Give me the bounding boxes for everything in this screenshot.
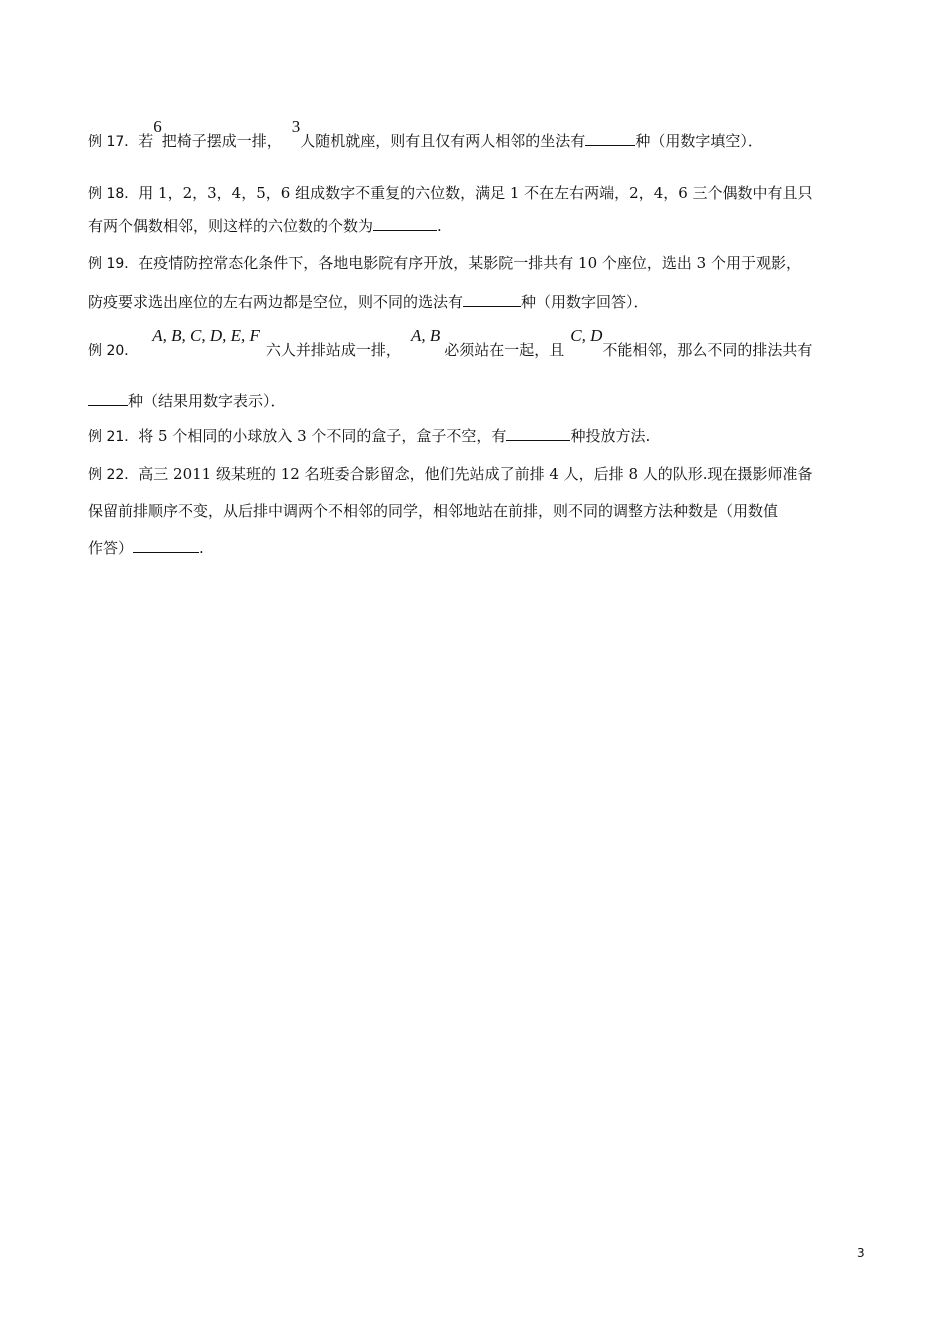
- example-21-text: 将 5 个相同的小球放入 3 个不同的盒子，盒子不空，有: [138, 427, 507, 445]
- example-22-line-1: [88, 464, 813, 485]
- example-22-line-3: [88, 538, 204, 558]
- example-19-text: 种（用数字回答）．: [521, 293, 649, 311]
- example-17-text: 人随机就座，则有且仅有两人相邻的坐法有: [300, 132, 586, 150]
- example-18-text: .: [437, 217, 442, 235]
- answer-blank: [506, 426, 570, 441]
- answer-blank: [133, 538, 199, 553]
- example-20-math-ab: A, B: [410, 326, 441, 345]
- example-18-line-1: [88, 183, 813, 204]
- example-20-text: 必须站在一起，且: [444, 341, 565, 359]
- example-22-text: 高三 2011 级某班的 12 名班委合影留念，他们先站成了前排 4 人，后排 8 人的队形.现在摄影师准备: [138, 465, 813, 483]
- example-22-label: 例 22．: [88, 467, 139, 483]
- example-22-line-2: [88, 501, 778, 521]
- example-19-line-2: [88, 292, 649, 312]
- answer-blank: [88, 391, 128, 406]
- example-20-label: 例 20．: [88, 343, 139, 359]
- example-17-text: 若: [138, 132, 154, 150]
- example-17-label: 例 17．: [88, 134, 139, 150]
- example-17-text: 把椅子摆成一排，: [161, 132, 282, 150]
- example-21-text: 种投放方法.: [570, 427, 651, 445]
- example-22-text: .: [199, 539, 204, 557]
- example-22-text: 作答）: [88, 539, 134, 557]
- example-21-label: 例 21．: [88, 429, 139, 445]
- example-19-text: 在疫情防控常态化条件下，各地电影院有序开放，某影院一排共有 10 个座位，选出 3 个用于观影，: [138, 254, 801, 272]
- page-number: 3: [857, 1246, 865, 1260]
- example-18-text: 用 1，2，3，4，5，6 组成数字不重复的六位数，满足 1 不在左右两端，2，4，6 三个偶数中有且只: [138, 184, 813, 202]
- example-18-text: 有两个偶数相邻，则这样的六位数的个数为: [88, 217, 374, 235]
- example-20-line-1: [88, 326, 813, 361]
- example-20-text: 不能相邻，那么不同的排法共有: [602, 341, 813, 359]
- example-20-line-2: [88, 391, 286, 411]
- example-17: [88, 117, 763, 152]
- example-20-text: 种（结果用数字表示）．: [128, 392, 286, 410]
- example-18-line-2: [88, 216, 442, 236]
- example-19-label: 例 19．: [88, 256, 139, 272]
- example-21: [88, 426, 650, 447]
- example-17-people-number: 3: [291, 117, 301, 136]
- example-19-line-1: [88, 253, 801, 274]
- example-20-math-cd: C, D: [570, 326, 603, 345]
- example-20-math-people: A, B, C, D, E, F: [152, 326, 260, 345]
- example-22-text: 保留前排顺序不变，从后排中调两个不相邻的同学，相邻地站在前排，则不同的调整方法种数是（用数值: [88, 502, 779, 520]
- example-18-label: 例 18．: [88, 186, 139, 202]
- example-20-text: 六人并排站成一排，: [265, 341, 401, 359]
- answer-blank: [373, 216, 437, 231]
- answer-blank: [585, 131, 635, 146]
- example-19-text: 防疫要求选出座位的左右两边都是空位，则不同的选法有: [88, 293, 464, 311]
- example-17-chairs-number: 6: [153, 117, 162, 136]
- example-17-text: 种（用数字填空）．: [635, 132, 763, 150]
- answer-blank: [463, 292, 521, 307]
